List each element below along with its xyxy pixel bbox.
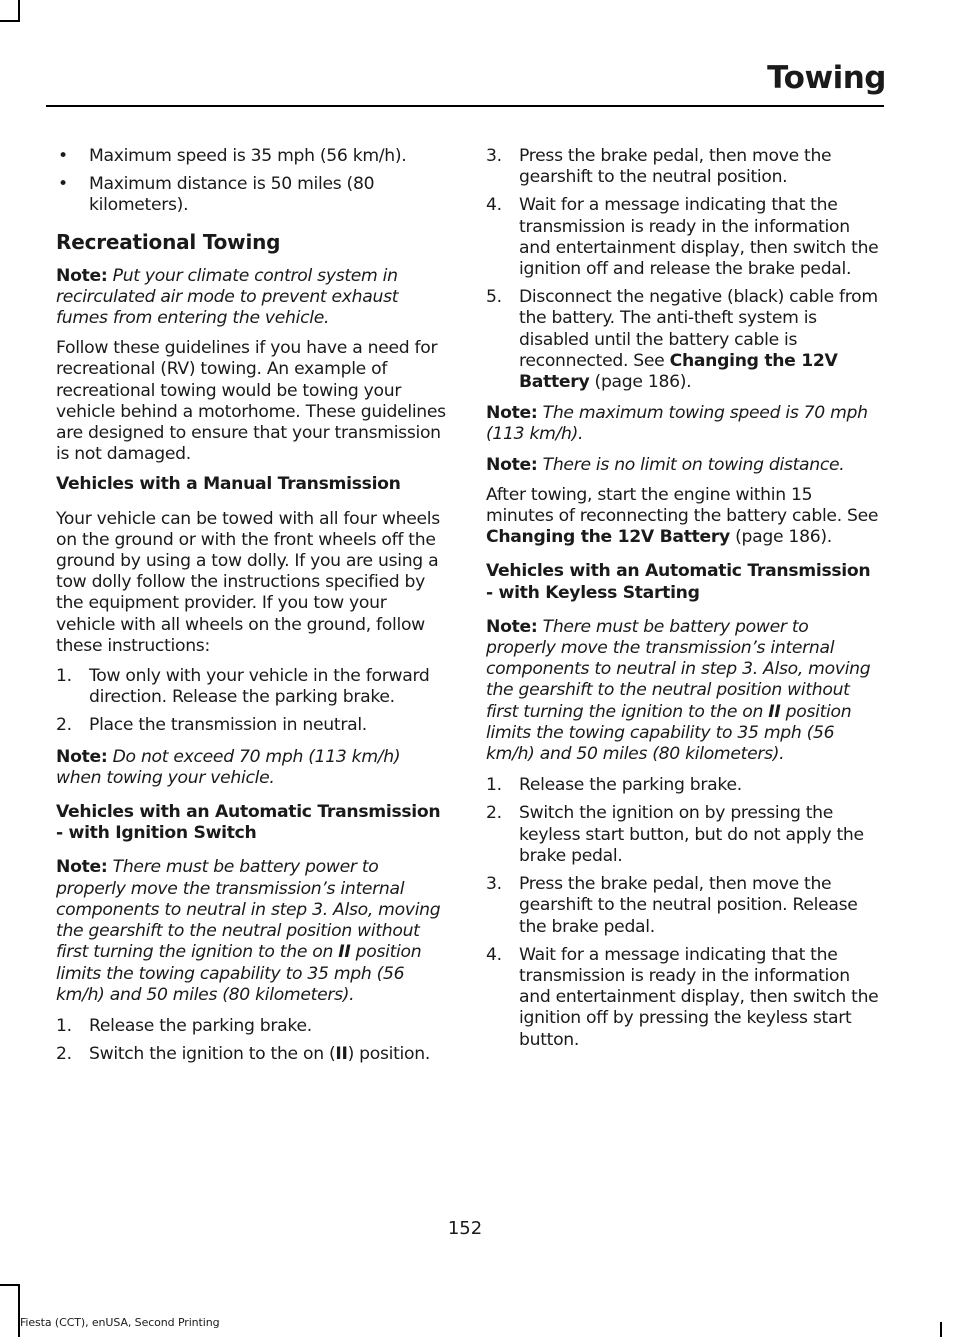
step-item: 3. Press the brake pedal, then move the gearshift to the neutral position. bbox=[486, 146, 832, 188]
bullet-item: • Maximum distance is 50 miles (80 kilometers). bbox=[58, 174, 375, 216]
note: Note: Put your climate control system in recirculated air mode to prevent exhaust fumes from entering the vehicle. bbox=[56, 265, 399, 329]
step-item: 1. Release the parking brake. bbox=[486, 775, 742, 796]
step-item: 5. Disconnect the negative (black) cable from the battery. The anti-theft system is disabled until the battery cable is reconnected. See Changing the 12V Battery (page 186). bbox=[486, 287, 878, 393]
step-item: 3. Press the brake pedal, then move the gearshift to the neutral position. Release the brake pedal. bbox=[486, 874, 858, 937]
crop-mark-bottom-left-h bbox=[0, 1284, 20, 1286]
page-title: Towing bbox=[767, 60, 886, 96]
right-column bbox=[486, 146, 880, 1058]
crop-mark-top-left-h bbox=[0, 20, 20, 22]
bullet-icon: • bbox=[58, 146, 68, 166]
bullet-item: • Maximum speed is 35 mph (56 km/h). bbox=[58, 146, 407, 166]
cross-reference-link[interactable]: Changing the 12V Battery bbox=[486, 527, 730, 548]
page-number: 152 bbox=[447, 1218, 483, 1239]
subheading-manual: Vehicles with a Manual Transmission bbox=[56, 474, 401, 495]
step-item: 2. Switch the ignition to the on (II) position. bbox=[56, 1044, 430, 1065]
paragraph: Your vehicle can be towed with all four wheels on the ground or with the front wheels off the ground by using a tow dolly. If you are using a tow dolly follow the instructions specified by the equipment provider. If you tow your vehicle with all wheels on the ground, follow these instructions: bbox=[56, 508, 440, 656]
subheading-automatic-ignition-switch: Vehicles with an Automatic Transmission - with Ignition Switch bbox=[56, 802, 441, 844]
header-rule bbox=[46, 105, 884, 107]
left-column bbox=[56, 146, 448, 1072]
note: Note: There must be battery power to properly move the transmission’s internal components to neutral in step 3. Also, moving the gearshift to the neutral position without first turning the ignition to the on II position limits the towing capability to 35 mph (56 km/h) and 50 miles (80 kilometers). bbox=[486, 616, 871, 765]
note: Note: There must be battery power to properly move the transmission’s internal components to neutral in step 3. Also, moving the gearshift to the neutral position without first turning the ignition to the on II position limits the towing capability to 35 mph (56 km/h) and 50 miles (80 kilometers). bbox=[56, 857, 441, 1005]
bullet-icon: • bbox=[58, 174, 68, 195]
step-item: 4. Wait for a message indicating that the transmission is ready in the information and entertainment display, then switch the ignition off by pressing the keyless start button. bbox=[486, 944, 879, 1050]
subheading-automatic-keyless: Vehicles with an Automatic Transmission - with Keyless Starting bbox=[486, 561, 871, 603]
cross-reference-link[interactable]: Changing the 12V Battery bbox=[519, 350, 838, 393]
step-item: 1. Release the parking brake. bbox=[56, 1015, 312, 1036]
step-item: 2. Switch the ignition on by pressing the keyless start button, but do not apply the brake pedal. bbox=[486, 803, 864, 866]
step-item: 4. Wait for a message indicating that the transmission is ready in the information and entertainment display, then switch the ignition off and release the brake pedal. bbox=[486, 195, 879, 280]
paragraph: Follow these guidelines if you have a need for recreational (RV) towing. An example of recreational towing would be towing your vehicle behind a motorhome. These guidelines are designed to ensure that your transmission is not damaged. bbox=[56, 338, 446, 465]
crop-mark-top-left bbox=[18, 0, 20, 22]
step-item: 2. Place the transmission in neutral. bbox=[56, 715, 367, 736]
step-item: 1. Tow only with your vehicle in the forward direction. Release the parking brake. bbox=[56, 666, 430, 708]
note: Note: The maximum towing speed is 70 mph (113 km/h). bbox=[486, 403, 868, 445]
crop-mark-bottom-right bbox=[940, 1322, 942, 1337]
note: Note: Do not exceed 70 mph (113 km/h) when towing your vehicle. bbox=[56, 746, 401, 788]
section-heading-recreational: Recreational Towing bbox=[56, 229, 281, 254]
paragraph: After towing, start the engine within 15 minutes of reconnecting the battery cable. See Changing the 12V Battery (page 186). bbox=[486, 484, 879, 548]
note: Note: There is no limit on towing distance. bbox=[486, 454, 845, 475]
crop-mark-bottom-left bbox=[18, 1284, 20, 1337]
edition-footer: Fiesta (CCT), enUSA, Second Printing bbox=[20, 1316, 220, 1329]
